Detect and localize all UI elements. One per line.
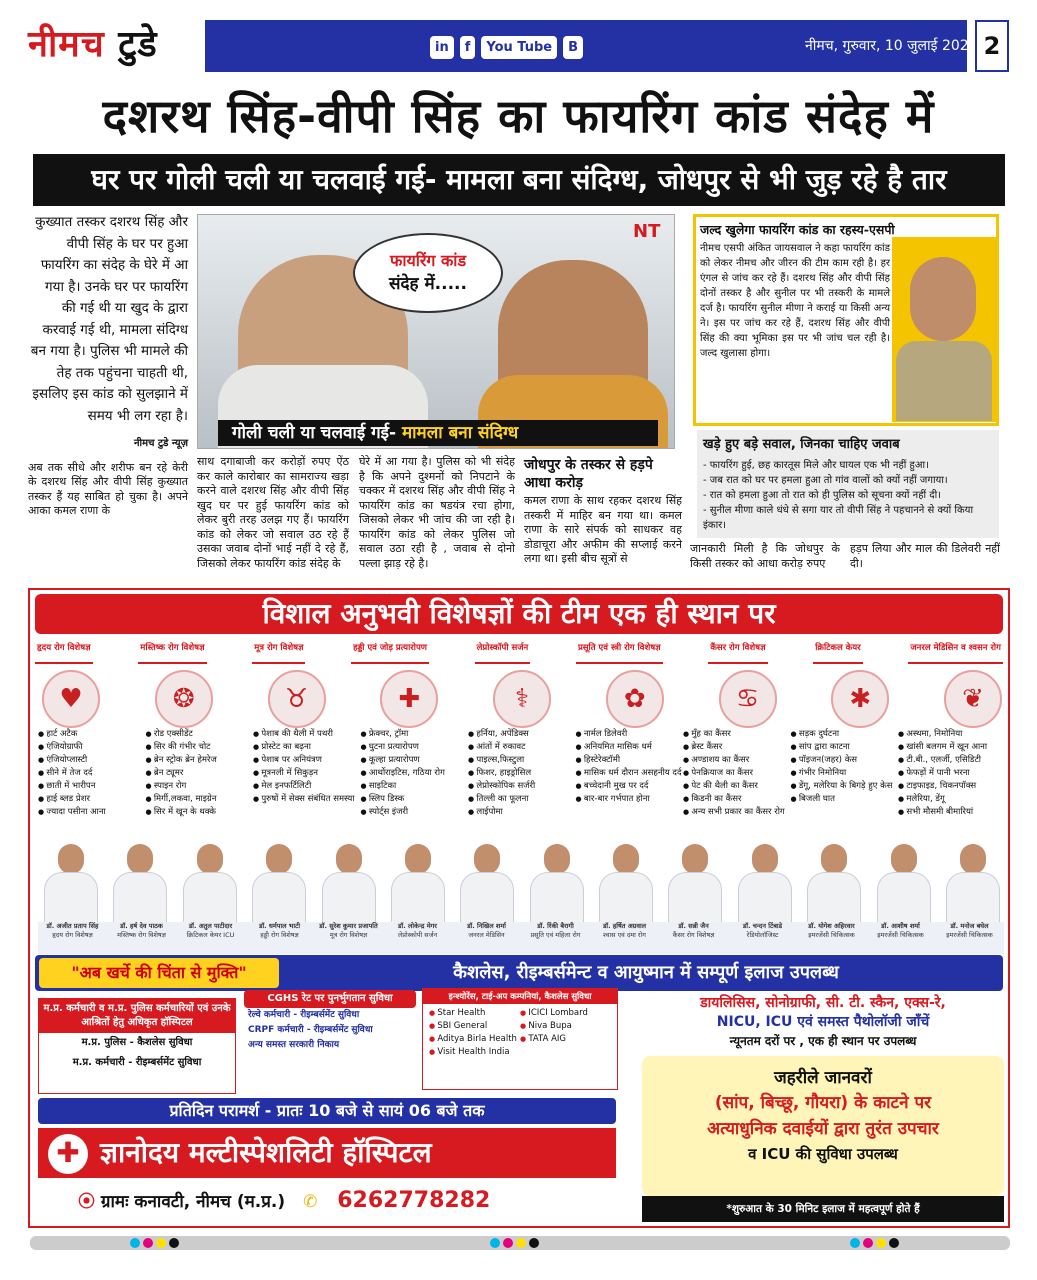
doctor-photo: [177, 842, 241, 926]
specialty-label: मूत्र रोग विशेषज्ञ: [252, 642, 305, 664]
question-item: - सुनील मीणा काले धंधे से सगा यार तो वीपी सिंह ने पहचानने से क्यों किया इंकार।: [703, 505, 974, 531]
specialty-list: ● पेशाब की थैली में पथरी ● प्रोस्टेट का बढ़ना ● पेशाब पर अनियंत्रण ● मूत्रनली में सिकुड़न ● मेल इनफर्टिलिटी ● पुरुषों में सेक्स संबंधित समस्या: [253, 728, 359, 838]
specialty-label: हड्डी एवं जोड़ प्रत्यारोपण: [351, 642, 429, 664]
masthead: [0, 0, 1037, 80]
doctor-photo: [385, 842, 449, 926]
doctor-caption: डॉ. धर्मपाल भाटी हड्डी रोग विशेषज्ञ: [258, 922, 301, 939]
doctor-photo: [454, 842, 518, 926]
cghs-box: CGHS रेट पर पुनर्भुगतान सुविधा रेल्वे कर्मचारी - रीइम्बर्समेंट सुविधा CRPF कर्मचारी - रीइम्बर्समेंट सुविधा अन्य समस्त सरकारी निकाय: [244, 990, 416, 1086]
color-registration-marks: [850, 1238, 899, 1248]
snakebite-box: जहरीले जानवरों (सांप, बिच्छू, गौयरा) के काटने पर अत्याधुनिक दवाईयों द्वारा तुरंत उपचार व ICU की सुविधा उपलब्ध: [642, 1056, 1004, 1196]
hospital-name: ज्ञानोदय मल्टीस्पेशलिटी हॉस्पिटल: [38, 1128, 616, 1178]
doctor-caption: डॉ. हर्षित अग्रवाल श्वास एवं दमा रोग: [602, 922, 647, 939]
color-registration-marks: [130, 1238, 179, 1248]
page-number: 2: [975, 20, 1009, 72]
cashless-tagline: "अब खर्चे की चिंता से मुक्ति": [39, 958, 279, 988]
social-icons: [430, 30, 583, 64]
questions-box: [697, 430, 999, 538]
heart-icon: ♥: [42, 670, 100, 728]
doctor-caption: डॉ. निखिल शर्मा जनरल मेडिसिन: [467, 922, 506, 939]
doctor-photo: [662, 842, 726, 926]
doctor-photo: [246, 842, 310, 926]
specialty-label: हृदय रोग विशेषज्ञ: [35, 642, 93, 664]
doctor-caption: डॉ. रिंकी बैरागी प्रसूति एवं महिला रोग: [530, 922, 581, 939]
doctor-photo: [107, 842, 171, 926]
doctor-photo: [316, 842, 380, 926]
color-registration-marks: [490, 1238, 539, 1248]
newspaper-logo[interactable]: नीमच टुडे: [28, 24, 158, 65]
cancer-icon: ♋: [719, 670, 777, 728]
doctor-caption: डॉ. आशीष शर्मा इमरजेंसी चिकित्सक: [877, 922, 924, 939]
story-subheading: जोधपुर के तस्कर से हड़पे आधा करोड़: [524, 457, 653, 491]
brain-icon: ❂: [155, 670, 213, 728]
headline: दशरथ सिंह-वीपी सिंह का फायरिंग कांड संदेह में: [102, 89, 935, 143]
doctor-names: [38, 922, 1004, 954]
nt-badge-icon: NT: [633, 221, 661, 242]
sp-box-title: जल्द खुलेगा फायरिंग कांड का रहस्य-एसपी: [700, 222, 895, 237]
specialty-label: कैंसर रोग विशेषज्ञ: [708, 642, 767, 664]
specialty-label: लेप्रोस्कॉपी सर्जन: [475, 642, 531, 664]
ad-headline: विशाल अनुभवी विशेषज्ञों की टीम एक ही स्थान पर: [35, 594, 1003, 634]
sp-photo: [892, 237, 996, 422]
story-paragraph: अब तक सीधे और शरीफ बन रहे केरी के दशरथ सिंह और वीपी सिंह कुख्यात तस्कर हैं यह साबित हो चुका है। अपने आका कमल राणा के: [28, 460, 188, 517]
doctor-photo: [940, 842, 1004, 926]
specialty-list: ● मुँह का कैंसर ● ब्रेस्ट कैंसर ● अण्डाशय का कैंसर ● पेनक्रियाज का कैंसर ● पेट की थैली का कैंसर ● किडनी का कैंसर ● अन्य सभी प्रकार का कैंसर रोग: [683, 728, 789, 838]
cashless-text: कैशलेस, रीइम्बर्समेन्ट व आयुष्मान में सम्पूर्ण इलाज उपलब्ध: [453, 962, 839, 983]
specialty-label: मस्तिष्क रोग विशेषज्ञ: [138, 642, 206, 664]
question-item: - रात को हमला हुआ तो रात को ही पुलिस को सूचना क्यों नहीं दी।: [703, 490, 942, 501]
sp-statement-box: [693, 214, 999, 426]
story-column-2: साथ दगाबाजी कर करोड़ों रुपए ऐंठ कर काले कारोबार का सामराज्य खड़ा करने वाले दशरथ सिंह और वीपी सिंह खुद घर पर हुई फायरिंग कांड को लेकर बुरी तरह उलझ गए हैं। फायरिंग कांड को लेकर जो सवाल उठ रहे हैं उसका जवाब दोनों भाई नहीं दे रहे हैं, जिसको लेकर फायरिंग कांड संदेह के: [197, 455, 349, 570]
story-photo: [197, 214, 675, 449]
story-column-1: [28, 212, 188, 582]
specialty-list: ● अस्थमा, निमोनिया ● खांसी बलगम में खून आना ● टी.बी., एलर्जी, एसिडिटी ● फेफड़ों में पानी भरना ● टाइफाइड, चिकनपॉक्स ● मलेरिया, डेंगू ● सभी मौसमी बीमारियां: [898, 728, 1004, 838]
specialty-label: क्रिटिकल केयर: [813, 642, 862, 664]
byline: नीमच टुडे न्यूज़: [134, 438, 188, 449]
specialty-label: प्रसूति एवं स्त्री रोग विशेषज्ञ: [576, 642, 663, 664]
specialty-list: ● हार्ट अटैक ● एंजियोग्राफी ● एंजियोप्लास्टी ● सीने में तेज दर्द ● छाती में भारीपन ● हाई ब्लड प्रेशर ● ज्यादा पसीना आना: [38, 728, 144, 838]
dateline: नीमच, गुरुवार, 10 जुलाई 2025: [805, 38, 978, 54]
photo-caption: गोली चली या चलवाई गई- मामला बना संदिग्ध: [218, 420, 658, 446]
laparoscopy-icon: ⚕: [493, 670, 551, 728]
hospital-logo-icon: ✚: [48, 1134, 88, 1174]
doctor-photo: [524, 842, 588, 926]
subheadline: घर पर गोली चली या चलवाई गई- मामला बना संदिग्ध, जोधपुर से भी जुड़ रहे है तार: [33, 154, 1005, 206]
bone-icon: ✚: [380, 670, 438, 728]
story-column-5: जानकारी मिली है कि जोधपुर के किसी तस्कर को आधा करोड़ रुपए: [690, 542, 840, 570]
doctor-caption: डॉ. अतुल पाटीदार क्रिटिकल केयर ICU: [186, 922, 235, 939]
youtube-icon[interactable]: You Tube: [481, 36, 557, 59]
specialty-list: ● नार्मल डिलेवरी ● अनियमित मासिक धर्म ● हिस्टेरेक्टॉमी ● मासिक धर्म दौरान असहनीय दर्द ● बच्चेदानी मुख पर दर्द ● बार-बार गर्भपात होना: [576, 728, 682, 838]
phone-icon: ✆: [303, 1192, 318, 1212]
diagnostics-text: डायलिसिस, सोनोग्राफी, सी. टी. स्कैन, एक्स-रे, NICU, ICU एवं समस्त पैथोलॉजी जाँचें न्यूनतम दरों पर , एक ही स्थान पर उपलब्ध: [700, 995, 946, 1048]
hospital-address: ⦿ ग्रामः कनावटी, नीमच (म.प्र.) ✆ 6262778282: [78, 1188, 491, 1213]
golden-hour-note: *शुरुआत के 30 मिनिट इलाज में महत्वपूर्ण होते हैं: [642, 1196, 1004, 1222]
specialty-list: ● सड़क दुर्घटना ● सांप द्वारा काटना ● पॉइजन(जहर) केस ● गंभीर निमोनिया ● डेंगू, मलेरिया के बिगड़े हुए केस ● बिजली घात: [791, 728, 897, 838]
cashless-banner: [35, 955, 1003, 991]
specialty-list: ● हर्निया, अपेंडिक्स ● आंतों में रुकावट ● पाइल्स,फिस्टुला ● फिशर, हाइड्रोसिल ● लेप्रोस्कोपिक सर्जरी ● तिल्ली का फूलना ● लाईपोमा: [468, 728, 574, 838]
facebook-icon[interactable]: f: [460, 36, 476, 59]
specialty-icons: [42, 670, 1002, 730]
sp-box-text: नीमच एसपी अंकित जायसवाल ने कहा फायरिंग कांड को लेकर नीमच और जीरन की टीम काम रही है। हर एंगल से जांच कर रहे हैं। दशरथ सिंह और वीपी सिंह दोनों तस्कर है और सुनील पर भी तस्करी के मामले दर्ज है। फायरिंग सुनील मीणा ने कराई या किसी अन्य ने। इस पर जांच कर रहे हैं, दशरथ सिंह और वीपी सिंह की क्या भूमिका इस पर भी जांच चल रही है। जल्द खुलासा होगा।: [700, 243, 890, 359]
linkedin-icon[interactable]: in: [430, 36, 454, 59]
question-item: - फायरिंग हुई, छह कारतूस मिले और घायल एक भी नहीं हुआ।: [703, 460, 929, 471]
uterus-icon: ✿: [606, 670, 664, 728]
doctor-photo: [801, 842, 865, 926]
doctor-photo: [732, 842, 796, 926]
insurance-box: इन्श्योरेंस, टाई-अप कम्पनियां, कैशलेस सुविधा ● Star Health ● SBI General ● Aditya Birla Health ● Visit Health India ● ICICI Lombard ● Niva Bupa ● TATA AIG: [422, 988, 618, 1090]
story-column-4: कमल राणा के साथ रहकर दशरथ सिंह तस्करी में माहिर बन गया था। कमल राणा के सारे संपर्क को साधकर वह डोडाचूरा और अफीम की सप्लाई करने लगा था। इसी बीच सूत्रों से: [524, 494, 682, 565]
story-column-6: हड़प लिया और माल की डिलेवरी नहीं दी।: [850, 542, 1000, 570]
specialty-row: [35, 642, 1003, 664]
location-pin-icon: ⦿: [78, 1192, 95, 1212]
doctor-photo: [38, 842, 102, 926]
doctor-caption: डॉ. मनोज बघेल इमरजेंसी चिकित्सक: [946, 922, 993, 939]
lungs-icon: ❦: [944, 670, 1002, 728]
doctor-caption: डॉ. योगेश अहिरवार इमरजेंसी चिकित्सक: [808, 922, 855, 939]
specialty-list: ● फ्रेक्चर, ट्रॉमा ● घुटना प्रत्यारोपण ● कूल्हा प्रत्यारोपण ● आर्थोराइटिस, गठिया रोग ● साइटिका ● स्लिप डिस्क ● स्पोर्ट्स इंजरी: [361, 728, 467, 838]
hospital-advertisement: [28, 588, 1010, 1228]
doctor-caption: डॉ. अजीत प्रताप सिंह हृदय रोग विशेषज्ञ: [46, 922, 99, 939]
doctor-photo: [593, 842, 657, 926]
doctor-photo: [871, 842, 935, 926]
kidney-icon: ♉: [268, 670, 326, 728]
doctor-caption: डॉ. चन्दन टिंबाडे रेडियोलॉजिस्ट: [742, 922, 783, 939]
story-column-3: घेरे में आ गया है। पुलिस को भी संदेह है कि अपने दुश्मनों को निपटाने के चक्कर में दशरथ सिंह और वीपी सिंह ने फायरिंग कांड का षडयंत्र रचा होगा, जिसको लेकर भी जांच की जा रही है। फायरिंग कांड को लेकर पुलिस जो सवाल उठा रही है , जवाब से दोनो पल्ला झाड़ रहे है।: [359, 455, 515, 570]
doctor-photos: [38, 842, 1004, 928]
doctor-caption: डॉ. हर्ष देव पाठक मस्तिष्क रोग विशेषज्ञ: [117, 922, 166, 939]
questions-title: खड़े हुए बड़े सवाल, जिनका चाहिए जवाब: [703, 437, 900, 452]
mp-employee-box: म.प्र. कर्मचारी व म.प्र. पुलिस कर्मचारियों एवं उनके आश्रितों हेतु अधिकृत हॉस्पिटल म.प्र. पुलिस - कैशलेस सुविधा म.प्र. कर्मचारी - रीइम्बर्समेंट सुविधा: [38, 998, 236, 1094]
specialty-lists: [38, 728, 1004, 838]
questions-list: [703, 458, 995, 533]
speech-bubble: फायरिंग कांड संदेह में.....: [353, 233, 503, 313]
story-paragraph: कुख्यात तस्कर दशरथ सिंह और वीपी सिंह के घर पर हुआ फायरिंग का संदेह के घेरे में आ गया है। उनके घर पर फायरिंग की गई थी या खुद के द्वारा करवाई गई थी, मामला संदिग्ध बन गया है। पुलिस भी मामले की तेह तक पहुंचना चाहती थी, इसलिए इस कांड को सुलझाने में समय भी लग रहा है।: [30, 214, 188, 424]
phone-number[interactable]: 6262778282: [337, 1188, 491, 1213]
doctor-caption: डॉ. सुरेश कुमार प्रजापति मूत्र रोग विशेषज्ञ: [319, 922, 378, 939]
doctor-caption: डॉ. लोकेन्द्र मेगर लेप्रोस्कोपी सर्जन: [397, 922, 438, 939]
specialty-label: जनरल मेडिसिन व श्वसन रोग: [908, 642, 1003, 664]
doctor-caption: डॉ. सन्नी जैन कैंसर रोग विशेषज्ञ: [672, 922, 715, 939]
blogger-icon[interactable]: B: [563, 36, 583, 59]
consultation-hours: प्रतिदिन परामर्श - प्रातः 10 बजे से सायं 06 बजे तक: [38, 1098, 616, 1124]
specialty-list: ● रोड एक्सीडेंट ● सिर की गंभीर चोट ● ब्रेन स्ट्रोक ब्रेन हेमरेज ● ब्रेन ट्यूमर ● स्पाइन रोग ● मिर्गी,लकवा, माइग्रेन ● सिर में खून के थक्के: [146, 728, 252, 838]
critical-care-icon: ✱: [831, 670, 889, 728]
question-item: - जब रात को घर पर हमला हुआ तो गांव वालों को क्यों नहीं जगाया।: [703, 475, 948, 486]
